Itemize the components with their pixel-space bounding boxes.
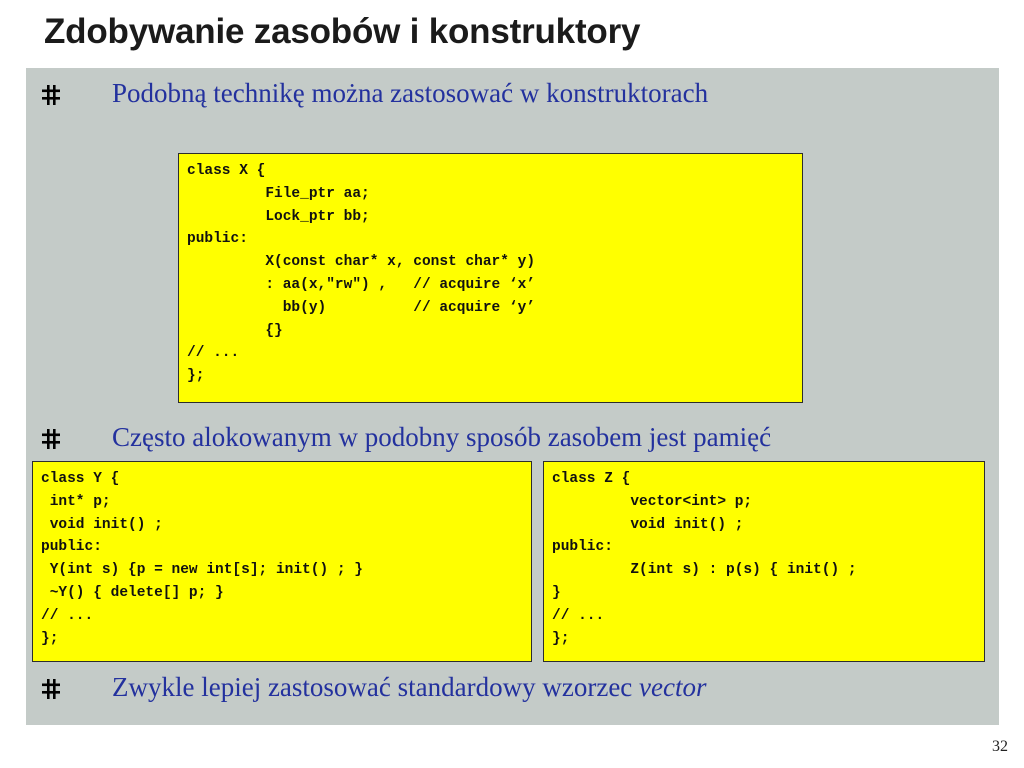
bullet-text-3-emphasis: vector [639, 672, 707, 702]
hash-bullet-icon [42, 429, 60, 449]
bullet-item-2 [26, 422, 999, 462]
bullet-item-1 [26, 78, 999, 118]
hash-bullet-icon [42, 679, 60, 699]
bullet-text-2: Często alokowanym w podobny sposób zasobem jest pamięć [112, 422, 772, 452]
code-block-class-x: class X { File_ptr aa; Lock_ptr bb; public: X(const char* x, const char* y) : aa(x,"rw") , // acquire ‘x’ bb(y) // acquire ‘y’ {} // ... }; [178, 153, 803, 403]
bullet-text-3-main: Zwykle lepiej zastosować standardowy wzorzec [112, 672, 640, 702]
bullet-item-3 [26, 672, 999, 712]
content-panel [26, 68, 999, 725]
bullet-text-3 [112, 672, 707, 703]
page-number: 32 [992, 738, 1008, 755]
bullet-text-1: Podobną technikę można zastosować w konstruktorach [112, 78, 709, 108]
code-block-class-z: class Z { vector<int> p; void init() ; public: Z(int s) : p(s) { init() ; } // ... }; [543, 461, 985, 662]
slide-title: Zdobywanie zasobów i konstruktory [44, 12, 641, 51]
code-block-class-y: class Y { int* p; void init() ; public: Y(int s) {p = new int[s]; init() ; } ~Y() { delete[] p; } // ... }; [32, 461, 532, 662]
hash-bullet-icon [42, 85, 60, 105]
